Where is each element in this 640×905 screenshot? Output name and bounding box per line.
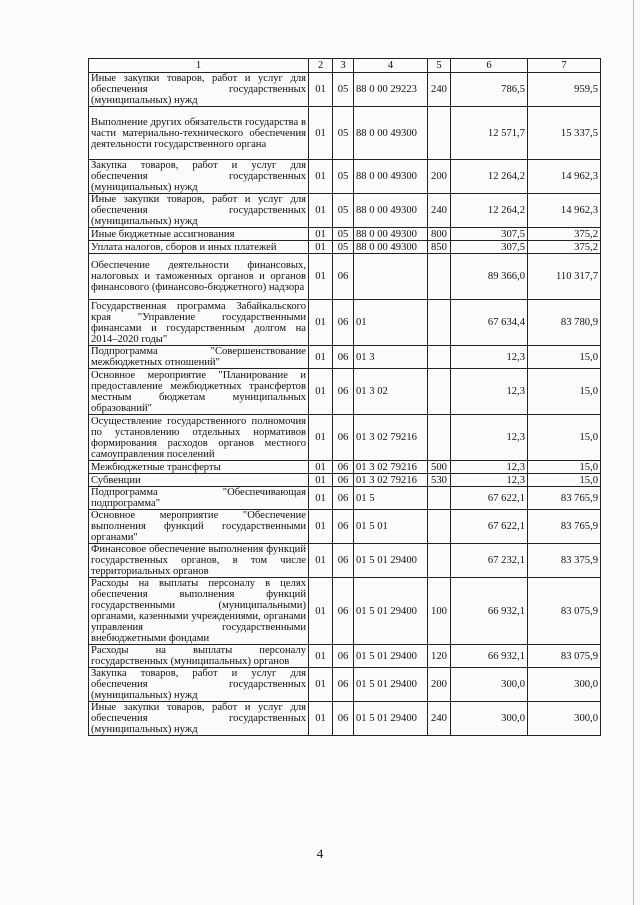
row-name-cell: Государственная программа Забайкальского края "Управление государственными финансами и государственным долгом на 2014–2020 годы": [89, 300, 309, 346]
row-section-cell: 01: [309, 107, 333, 160]
row-subsection-cell: 05: [333, 160, 354, 194]
row-target-code-cell: 88 0 00 49300: [354, 228, 428, 241]
row-amount-2-cell: 83 765,9: [528, 487, 601, 510]
row-subsection-cell: 06: [333, 702, 354, 736]
row-expense-type-cell: 800: [428, 228, 451, 241]
row-target-code-cell: 88 0 00 49300: [354, 241, 428, 254]
row-name-cell: Уплата налогов, сборов и иных платежей: [89, 241, 309, 254]
row-name-cell: Осуществление государственного полномочия по установлению отдельных нормативов формирования расходов органов местного самоуправления поселений: [89, 415, 309, 461]
row-target-code-cell: 88 0 00 49300: [354, 194, 428, 228]
row-name-cell: Подпрограмма "Совершенствование межбюджетных отношений": [89, 346, 309, 369]
row-amount-1-cell: 786,5: [451, 73, 528, 107]
table-row: [89, 160, 601, 194]
row-section-cell: 01: [309, 346, 333, 369]
row-amount-2-cell: 15,0: [528, 346, 601, 369]
row-amount-1-cell: 12,3: [451, 461, 528, 474]
row-amount-2-cell: 15,0: [528, 369, 601, 415]
table-row: [89, 510, 601, 544]
row-name-cell: Подпрограмма "Обеспечивающая подпрограмма": [89, 487, 309, 510]
row-amount-2-cell: 300,0: [528, 702, 601, 736]
table-row: [89, 300, 601, 346]
row-name-cell: Расходы на выплаты персоналу в целях обеспечения выполнения функций государственными (муниципальными) органами, казенными учреждениями, органами управления государственными внебюджетными фондами: [89, 578, 309, 645]
row-subsection-cell: 05: [333, 194, 354, 228]
row-amount-2-cell: 15,0: [528, 474, 601, 487]
row-name-cell: Межбюджетные трансферты: [89, 461, 309, 474]
row-target-code-cell: 01 5 01 29400: [354, 578, 428, 645]
header-col-7: 7: [528, 59, 601, 73]
row-name-cell: Иные закупки товаров, работ и услуг для обеспечения государственных (муниципальных) нужд: [89, 73, 309, 107]
row-amount-1-cell: 67 622,1: [451, 510, 528, 544]
row-amount-1-cell: 12 571,7: [451, 107, 528, 160]
row-subsection-cell: 06: [333, 254, 354, 300]
row-subsection-cell: 05: [333, 228, 354, 241]
row-amount-1-cell: 66 932,1: [451, 578, 528, 645]
row-subsection-cell: 05: [333, 241, 354, 254]
row-subsection-cell: 06: [333, 369, 354, 415]
row-section-cell: 01: [309, 578, 333, 645]
row-expense-type-cell: 200: [428, 160, 451, 194]
row-expense-type-cell: 240: [428, 194, 451, 228]
row-name-cell: Выполнение других обязательств государства в части материально-технического обеспечения деятельности государственного органа: [89, 107, 309, 160]
row-section-cell: 01: [309, 160, 333, 194]
table-row: [89, 544, 601, 578]
row-amount-2-cell: 83 780,9: [528, 300, 601, 346]
row-target-code-cell: [354, 254, 428, 300]
header-col-4: 4: [354, 59, 428, 73]
table-row: [89, 645, 601, 668]
row-section-cell: 01: [309, 241, 333, 254]
row-section-cell: 01: [309, 415, 333, 461]
table-row: [89, 461, 601, 474]
row-amount-2-cell: 959,5: [528, 73, 601, 107]
row-section-cell: 01: [309, 369, 333, 415]
table-row: [89, 369, 601, 415]
row-target-code-cell: 01 5 01 29400: [354, 645, 428, 668]
row-subsection-cell: 05: [333, 73, 354, 107]
header-col-6: 6: [451, 59, 528, 73]
row-amount-1-cell: 12,3: [451, 415, 528, 461]
row-amount-1-cell: 300,0: [451, 702, 528, 736]
row-section-cell: 01: [309, 461, 333, 474]
row-target-code-cell: 88 0 00 49300: [354, 107, 428, 160]
row-subsection-cell: 06: [333, 668, 354, 702]
row-expense-type-cell: [428, 346, 451, 369]
row-target-code-cell: 88 0 00 49300: [354, 160, 428, 194]
row-name-cell: Иные бюджетные ассигнования: [89, 228, 309, 241]
row-name-cell: Основное мероприятие "Планирование и предоставление межбюджетных трансфертов местным бюджетам муниципальных образований": [89, 369, 309, 415]
row-section-cell: 01: [309, 510, 333, 544]
row-name-cell: Обеспечение деятельности финансовых, налоговых и таможенных органов и органов финансового (финансово-бюджетного) надзора: [89, 254, 309, 300]
row-section-cell: 01: [309, 254, 333, 300]
header-col-3: 3: [333, 59, 354, 73]
row-name-cell: Закупка товаров, работ и услуг для обеспечения государственных (муниципальных) нужд: [89, 160, 309, 194]
row-name-cell: Финансовое обеспечение выполнения функций государственных органов, в том числе территориальных органов: [89, 544, 309, 578]
row-target-code-cell: 01: [354, 300, 428, 346]
row-target-code-cell: 01 5 01 29400: [354, 544, 428, 578]
row-section-cell: 01: [309, 487, 333, 510]
table-row: [89, 415, 601, 461]
table-body: [89, 73, 601, 736]
row-amount-2-cell: 15,0: [528, 415, 601, 461]
table-header-row: [89, 59, 601, 73]
row-section-cell: 01: [309, 73, 333, 107]
row-name-cell: Иные закупки товаров, работ и услуг для обеспечения государственных (муниципальных) нужд: [89, 194, 309, 228]
row-target-code-cell: 01 3 02 79216: [354, 474, 428, 487]
row-amount-2-cell: 83 075,9: [528, 578, 601, 645]
row-name-cell: Основное мероприятие "Обеспечение выполнения функций государственными органами": [89, 510, 309, 544]
row-section-cell: 01: [309, 544, 333, 578]
row-amount-2-cell: 14 962,3: [528, 160, 601, 194]
table-row: [89, 228, 601, 241]
row-section-cell: 01: [309, 702, 333, 736]
row-name-cell: Закупка товаров, работ и услуг для обеспечения государственных (муниципальных) нужд: [89, 668, 309, 702]
row-subsection-cell: 06: [333, 487, 354, 510]
row-expense-type-cell: 200: [428, 668, 451, 702]
row-expense-type-cell: 500: [428, 461, 451, 474]
table-row: [89, 346, 601, 369]
row-amount-1-cell: 66 932,1: [451, 645, 528, 668]
row-amount-1-cell: 67 232,1: [451, 544, 528, 578]
header-col-5: 5: [428, 59, 451, 73]
row-expense-type-cell: [428, 544, 451, 578]
row-subsection-cell: 06: [333, 461, 354, 474]
row-amount-2-cell: 15 337,5: [528, 107, 601, 160]
table-row: [89, 474, 601, 487]
budget-table: [88, 58, 601, 736]
row-section-cell: 01: [309, 300, 333, 346]
header-col-2: 2: [309, 59, 333, 73]
table-row: [89, 578, 601, 645]
row-expense-type-cell: [428, 107, 451, 160]
row-name-cell: Субвенции: [89, 474, 309, 487]
row-target-code-cell: 01 3: [354, 346, 428, 369]
row-amount-1-cell: 300,0: [451, 668, 528, 702]
table-row: [89, 107, 601, 160]
row-amount-1-cell: 12 264,2: [451, 194, 528, 228]
row-amount-2-cell: 375,2: [528, 241, 601, 254]
row-amount-2-cell: 83 075,9: [528, 645, 601, 668]
row-target-code-cell: 01 3 02 79216: [354, 415, 428, 461]
row-amount-1-cell: 12,3: [451, 346, 528, 369]
row-subsection-cell: 06: [333, 544, 354, 578]
row-expense-type-cell: 850: [428, 241, 451, 254]
header-col-1: 1: [89, 59, 309, 73]
row-name-cell: Иные закупки товаров, работ и услуг для обеспечения государственных (муниципальных) нужд: [89, 702, 309, 736]
row-expense-type-cell: [428, 487, 451, 510]
row-expense-type-cell: 240: [428, 73, 451, 107]
row-subsection-cell: 06: [333, 578, 354, 645]
row-subsection-cell: 06: [333, 474, 354, 487]
row-target-code-cell: 01 5 01 29400: [354, 702, 428, 736]
row-amount-1-cell: 67 634,4: [451, 300, 528, 346]
table-row: [89, 241, 601, 254]
row-expense-type-cell: [428, 300, 451, 346]
row-amount-1-cell: 12,3: [451, 369, 528, 415]
row-expense-type-cell: 240: [428, 702, 451, 736]
row-amount-1-cell: 89 366,0: [451, 254, 528, 300]
row-target-code-cell: 01 3 02 79216: [354, 461, 428, 474]
row-expense-type-cell: [428, 415, 451, 461]
row-subsection-cell: 06: [333, 300, 354, 346]
row-subsection-cell: 06: [333, 415, 354, 461]
row-amount-2-cell: 83 375,9: [528, 544, 601, 578]
row-amount-2-cell: 15,0: [528, 461, 601, 474]
row-expense-type-cell: [428, 510, 451, 544]
row-expense-type-cell: [428, 369, 451, 415]
table-row: [89, 668, 601, 702]
row-section-cell: 01: [309, 668, 333, 702]
scan-edge: [633, 0, 634, 905]
row-amount-1-cell: 67 622,1: [451, 487, 528, 510]
table-row: [89, 487, 601, 510]
row-amount-2-cell: 83 765,9: [528, 510, 601, 544]
row-section-cell: 01: [309, 645, 333, 668]
row-subsection-cell: 06: [333, 645, 354, 668]
row-expense-type-cell: 120: [428, 645, 451, 668]
row-target-code-cell: 01 3 02: [354, 369, 428, 415]
row-amount-1-cell: 307,5: [451, 228, 528, 241]
row-section-cell: 01: [309, 228, 333, 241]
table-row: [89, 194, 601, 228]
row-amount-2-cell: 375,2: [528, 228, 601, 241]
row-amount-1-cell: 12,3: [451, 474, 528, 487]
row-amount-1-cell: 307,5: [451, 241, 528, 254]
row-target-code-cell: 01 5: [354, 487, 428, 510]
table-row: [89, 254, 601, 300]
row-subsection-cell: 05: [333, 107, 354, 160]
row-subsection-cell: 06: [333, 510, 354, 544]
row-section-cell: 01: [309, 194, 333, 228]
row-amount-2-cell: 14 962,3: [528, 194, 601, 228]
row-amount-2-cell: 110 317,7: [528, 254, 601, 300]
row-target-code-cell: 01 5 01 29400: [354, 668, 428, 702]
page-number: 4: [316, 846, 324, 861]
row-subsection-cell: 06: [333, 346, 354, 369]
row-expense-type-cell: [428, 254, 451, 300]
row-amount-2-cell: 300,0: [528, 668, 601, 702]
row-expense-type-cell: 100: [428, 578, 451, 645]
row-expense-type-cell: 530: [428, 474, 451, 487]
row-target-code-cell: 01 5 01: [354, 510, 428, 544]
table-row: [89, 702, 601, 736]
row-section-cell: 01: [309, 474, 333, 487]
table-row: [89, 73, 601, 107]
row-amount-1-cell: 12 264,2: [451, 160, 528, 194]
row-target-code-cell: 88 0 00 29223: [354, 73, 428, 107]
row-name-cell: Расходы на выплаты персоналу государственных (муниципальных) органов: [89, 645, 309, 668]
